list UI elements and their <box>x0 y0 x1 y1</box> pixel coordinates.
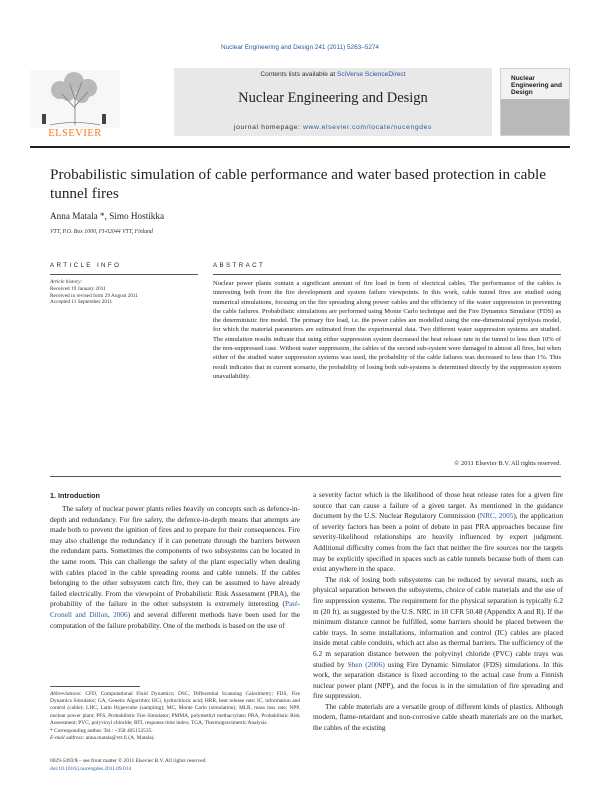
issn-line: 0029-5493/$ – see front matter © 2011 Elsevier B.V. All rights reserved. <box>50 758 207 764</box>
abstract-label: ABSTRACT <box>213 262 266 269</box>
bottom-info <box>50 758 207 773</box>
article-history <box>50 279 138 306</box>
abstract-text: Nuclear power plants contain a significant amount of fire load in form of electrical cables. The performance of the cables is interesting both from the fire development and system failure viewpoints. In this work, cable tunnel fires are studied using numerical simulations, focusing on the fire spreading along power cables and the efficiency of the water suppression in preventing the cable failures. Probabilistic simulations are performed using Monte Carlo technique and the Fire Dynamics Simulator (FDS) as the deterministic fire model. The primary fire load, i.e. the power cables are modelled using the one-dimensional pyrolysis model, for which the material parameters are estimated from the experimental data. Two different water suppression systems are studied. The simulation results indicate that using either suppression system decreased the heat release rate in the tunnel to less than 10% of the non-suppressed case. Without water suppression, the cables of the second sub-system were damaged in almost all fires, but when either of the studied water suppression systems was used, the probability of the cable failures was decreased to less than 1%. This result indicates that in current scenario, the probability of losing both sub-systems is determined directly by the suppression system unavailability. <box>213 280 561 380</box>
intro-paragraph-3: The cable materials are a versatile group of different kinds of plastics. Although modern, flame-retardant and non-corrosive cable sheath materials are on the market, the cables of the existing <box>313 701 563 733</box>
reference-nrc[interactable]: NRC, 2005 <box>479 511 514 521</box>
left-column <box>50 504 300 631</box>
right-column <box>313 490 563 734</box>
article-title: Probabilistic simulation of cable performance and water based protection in cable tunnel fires <box>50 166 546 202</box>
corresponding-author: * Corresponding author. Tel.: +358 405152535. <box>50 728 153 735</box>
footnotes <box>50 691 300 742</box>
reference-pate-cronell[interactable]: Paté-Cronell and Dillon, 2006 <box>50 599 300 619</box>
article-info-label: ARTICLE INFO <box>50 262 122 269</box>
intro-paragraph-1-cont: a severity factor which is the likelihood of those heat release rates for a given fire source that can cause a failure of a given target. As mentioned in the guidance document by the U.S. Nuclear Regulatory Commission (NRC, 2005), the application of severity factors has been a point of debate in past PRA approaches because fire severity-likelihood relationships are heavily influenced by expert judgment. Additional difficulty comes from the fact that neither the fire sources nor the targets may be explicitly specified in spaces such as cable tunnels because both of them can exist anywhere in the space. <box>313 490 563 574</box>
abstract-end-rule <box>50 476 561 477</box>
reference-shen[interactable]: Shen (2006) <box>347 659 385 669</box>
cover-image-band <box>501 99 569 135</box>
journal-name: Nuclear Engineering and Design <box>238 90 428 106</box>
header-rule <box>30 146 570 148</box>
contents-line <box>174 71 492 78</box>
history-label: Article history: <box>50 279 83 285</box>
received-date: Received 19 January 2011 <box>50 285 106 292</box>
article-info-rule <box>50 274 198 275</box>
abbreviations-footnote: Abbreviations: CFD, Computational Fluid Dynamics; DSC, Differential Scanning Calorimetry; FDS, Fire Dynamics Simulator; GA, Genetic Algorithm; HCl, hydrochloric acid; HRR, heat release rate; IC, information and control (cable); LHC, Latin Hypercube (sampling); MC, Monte Carlo (simulation); MLR, mass loss rate; NPP, nuclear power plant; PFS, Probabilistic Fire Simulator; PMMA, polymethyl methacrylate; PRA, Probabilistic Risk Assessment; PVC, polyvinyl chloride; RTI, response time index; TGA, Thermogravimetric Analysis. <box>50 691 300 726</box>
homepage-prefix: journal homepage: <box>234 124 303 131</box>
contents-prefix: Contents lists available at <box>260 71 338 78</box>
journal-citation[interactable]: Nuclear Engineering and Design 241 (2011) 5263–5274 <box>221 44 379 51</box>
email-footnote: E-mail address: anna.matala@vtt.fi (A. Matala). <box>50 735 155 742</box>
abstract-rule <box>213 274 561 275</box>
journal-homepage <box>174 124 492 131</box>
sciencedirect-link[interactable]: SciVerse ScienceDirect <box>337 71 406 78</box>
author-affiliation: VTT, P.O. Box 1000, FI-02044 VTT, Finland <box>50 229 153 235</box>
intro-paragraph-1: The safety of nuclear power plants relies heavily on concepts such as defence-in-depth and redundancy. For fire safety, the defence-in-depth means that attempts are made both to prevent the ignition of fires and to prepare for their consequences. Fire may also challenge the redundancy if it can penetrate through the barriers between the redundant parts. Sometimes the components of two subsystems can be located in the same room. This can challenge the safety of the plant especially when dealing with cables placed in the cable spreading rooms and cable tunnels. If the cables belonging to the other subsystem catch fire, they can be assumed to have already failed electrically. From the viewpoint of Probabilistic Risk Assessment (PRA), the probability of the failure in the other subsystem is extremely interesting (Paté-Cronell and Dillon, 2006) and several different methods have been used for the computation of the failure probability. One of the methods is based on the use of <box>50 504 300 630</box>
abstract-copyright: © 2011 Elsevier B.V. All rights reserved. <box>454 460 561 467</box>
introduction-heading: 1. Introduction <box>50 491 100 500</box>
footnote-rule <box>50 686 140 687</box>
revised-date: Received in revised form 29 August 2011 <box>50 292 139 299</box>
doi-link[interactable]: doi:10.1016/j.nucengdes.2011.09.014 <box>50 765 132 772</box>
publisher-wordmark: ELSEVIER <box>48 128 102 139</box>
intro-paragraph-2: The risk of losing both subsystems can be reduced by several means, such as physical separation between the subsystems, choice of cable materials and the use of fire suppression systems. The requirement for the physical separation is typically 6.2 m (20 ft), as suggested by the U.S. NRC in 10 CFR 50.48 (Appendix A and R). If the minimum distance cannot be fulfilled, some barriers should be placed between the cable trays. In some installations, information and control (IC) cables are placed inside metal cable conduits, which act also as thermal barriers. The sufficiency of the 6.2 m separation distance between the polyvinyl chloride (PVC) cable trays was studied by Shen (2006) using Fire Dynamic Simulator (FDS) simulations. In this work, the separation distance is fixed according to the actual case from a Finnish nuclear power plant (NPP), and the focus is in the simulation of fire spreading and fire suppression. <box>313 574 564 701</box>
accepted-date: Accepted 11 September 2011 <box>50 299 113 306</box>
article-authors: Anna Matala *, Simo Hostikka <box>50 211 165 221</box>
journal-cover-thumbnail <box>500 68 570 136</box>
homepage-link[interactable]: www.elsevier.com/locate/nucengdes <box>303 124 432 131</box>
cover-title: Nuclear Engineering and Design <box>511 75 562 96</box>
